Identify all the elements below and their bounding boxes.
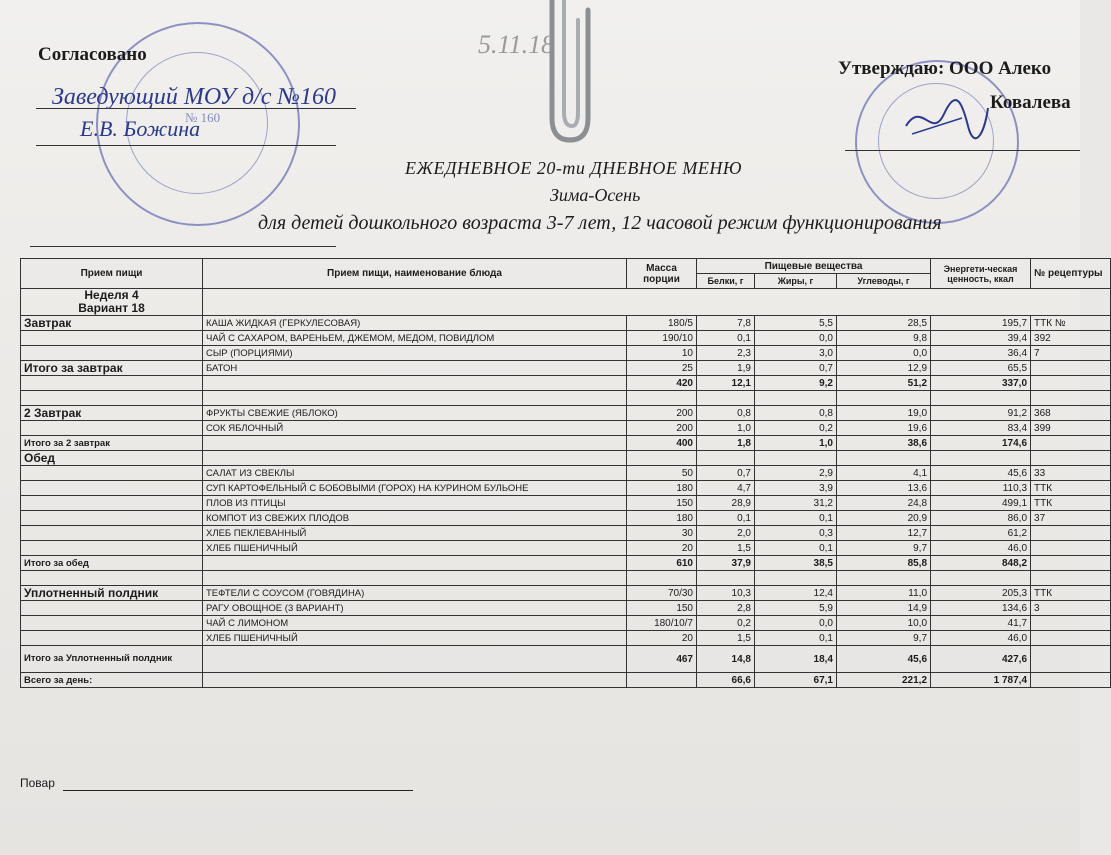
cell-fat: 2,9 <box>755 466 837 481</box>
cell-mass: 200 <box>627 421 697 436</box>
cell-protein <box>697 451 755 466</box>
cell-energy: 499,1 <box>931 496 1031 511</box>
col-header-recipe: № рецептуры <box>1031 259 1111 289</box>
cell-energy <box>931 391 1031 406</box>
cell-energy: 86,0 <box>931 511 1031 526</box>
week-variant-cell <box>21 289 203 316</box>
cell-protein: 28,9 <box>697 496 755 511</box>
cell-mass: 150 <box>627 601 697 616</box>
table-row <box>21 496 1111 511</box>
cell-recipe: ТТК <box>1031 496 1111 511</box>
col-header-protein: Белки, г <box>697 274 755 289</box>
cell-dish <box>203 571 627 586</box>
cell-mass: 20 <box>627 631 697 646</box>
cell-dish: КОМПОТ ИЗ СВЕЖИХ ПЛОДОВ <box>203 511 627 526</box>
agreed-line-2 <box>36 145 336 146</box>
table-row <box>21 361 1111 376</box>
cell-energy: 61,2 <box>931 526 1031 541</box>
cell-recipe <box>1031 571 1111 586</box>
table-row <box>21 511 1111 526</box>
cell-protein: 14,8 <box>697 646 755 673</box>
cell-meal: Уплотненный полдник <box>21 586 203 601</box>
cell-carbs: 11,0 <box>837 586 931 601</box>
cell-fat: 31,2 <box>755 496 837 511</box>
cell-dish <box>203 646 627 673</box>
cell-recipe <box>1031 673 1111 688</box>
cell-carbs: 12,9 <box>837 361 931 376</box>
cell-mass <box>627 451 697 466</box>
cell-fat: 3,9 <box>755 481 837 496</box>
cell-recipe <box>1031 436 1111 451</box>
cell-fat: 38,5 <box>755 556 837 571</box>
cell-recipe: 368 <box>1031 406 1111 421</box>
cell-recipe <box>1031 451 1111 466</box>
cell-fat: 67,1 <box>755 673 837 688</box>
cell-protein <box>697 571 755 586</box>
cell-recipe: 3 <box>1031 601 1111 616</box>
cell-fat: 5,5 <box>755 316 837 331</box>
col-header-energy: Энергети-ческая ценность, ккал <box>931 259 1031 289</box>
cell-mass <box>627 673 697 688</box>
cell-mass: 200 <box>627 406 697 421</box>
cell-meal <box>21 376 203 391</box>
cell-recipe: ТТК <box>1031 481 1111 496</box>
cell-fat: 0,0 <box>755 616 837 631</box>
cell-mass <box>627 571 697 586</box>
cell-mass: 150 <box>627 496 697 511</box>
col-header-nutrients: Пищевые вещества <box>697 259 931 274</box>
cell-fat <box>755 571 837 586</box>
cell-dish: ХЛЕБ ПШЕНИЧНЫЙ <box>203 541 627 556</box>
signature-scribble-icon <box>902 96 992 142</box>
cell-carbs: 45,6 <box>837 646 931 673</box>
cell-energy: 39,4 <box>931 331 1031 346</box>
cell-mass: 180/5 <box>627 316 697 331</box>
table-row <box>21 586 1111 601</box>
cell-mass: 10 <box>627 346 697 361</box>
table-row <box>21 376 1111 391</box>
cell-recipe <box>1031 526 1111 541</box>
table-row <box>21 466 1111 481</box>
approver-signature-scribble <box>902 96 992 150</box>
cell-dish: СОК ЯБЛОЧНЫЙ <box>203 421 627 436</box>
cell-carbs: 85,8 <box>837 556 931 571</box>
cell-meal <box>21 391 203 406</box>
cell-meal: Итого за обед <box>21 556 203 571</box>
table-row <box>21 391 1111 406</box>
table-row <box>21 631 1111 646</box>
cell-protein <box>697 391 755 406</box>
cell-fat: 3,0 <box>755 346 837 361</box>
col-header-mass: Масса порции <box>627 259 697 289</box>
cell-dish: БАТОН <box>203 361 627 376</box>
menu-title: ЕЖЕДНЕВНОЕ 20-ти ДНЕВНОЕ МЕНЮ <box>405 158 742 178</box>
cell-carbs: 0,0 <box>837 346 931 361</box>
col-header-fat: Жиры, г <box>755 274 837 289</box>
cell-mass: 467 <box>627 646 697 673</box>
cell-carbs: 19,6 <box>837 421 931 436</box>
table-row <box>21 331 1111 346</box>
cell-protein: 0,8 <box>697 406 755 421</box>
cell-energy: 83,4 <box>931 421 1031 436</box>
approve-line <box>845 150 1080 151</box>
cell-fat <box>755 451 837 466</box>
col-header-dish: Прием пищи, наименование блюда <box>203 259 627 289</box>
cell-protein: 0,2 <box>697 616 755 631</box>
table-row <box>21 556 1111 571</box>
cell-meal <box>21 601 203 616</box>
table-row <box>21 526 1111 541</box>
cell-carbs: 9,7 <box>837 631 931 646</box>
stamp-left-text: № 160 <box>185 110 221 125</box>
cell-energy: 46,0 <box>931 541 1031 556</box>
cell-dish: ФРУКТЫ СВЕЖИЕ (ЯБЛОКО) <box>203 406 627 421</box>
cell-recipe <box>1031 541 1111 556</box>
cell-mass: 180 <box>627 481 697 496</box>
cell-carbs <box>837 571 931 586</box>
cell-dish <box>203 451 627 466</box>
cell-carbs: 9,7 <box>837 541 931 556</box>
cell-meal <box>21 496 203 511</box>
cell-dish: СЫР (ПОРЦИЯМИ) <box>203 346 627 361</box>
cell-recipe: 392 <box>1031 331 1111 346</box>
cell-protein: 1,0 <box>697 421 755 436</box>
cell-dish: РАГУ ОВОЩНОЕ (3 ВАРИАНТ) <box>203 601 627 616</box>
col-header-meal: Прием пищи <box>21 259 203 289</box>
cell-mass: 50 <box>627 466 697 481</box>
cell-protein: 4,7 <box>697 481 755 496</box>
week-variant-row <box>21 289 1111 316</box>
cell-energy <box>931 451 1031 466</box>
cell-meal <box>21 466 203 481</box>
cell-recipe <box>1031 376 1111 391</box>
cell-protein: 66,6 <box>697 673 755 688</box>
cell-recipe: 33 <box>1031 466 1111 481</box>
cell-recipe <box>1031 391 1111 406</box>
cell-protein: 1,8 <box>697 436 755 451</box>
cell-energy: 91,2 <box>931 406 1031 421</box>
menu-table <box>20 258 1111 688</box>
cell-recipe <box>1031 631 1111 646</box>
cell-energy: 65,5 <box>931 361 1031 376</box>
cell-dish: ХЛЕБ ПШЕНИЧНЫЙ <box>203 631 627 646</box>
handwriting-signature: Е.В. Божина <box>80 116 201 141</box>
cell-carbs: 28,5 <box>837 316 931 331</box>
cell-energy: 205,3 <box>931 586 1031 601</box>
approve-label: Утверждаю: ООО Алеко <box>838 58 1052 79</box>
cell-dish: ХЛЕБ ПЕКЛЕВАННЫЙ <box>203 526 627 541</box>
table-row <box>21 601 1111 616</box>
cell-meal <box>21 526 203 541</box>
cell-energy: 134,6 <box>931 601 1031 616</box>
variant-label: Вариант 18 <box>78 301 145 315</box>
table-row <box>21 646 1111 673</box>
table-row <box>21 316 1111 331</box>
cell-recipe: ТТК <box>1031 586 1111 601</box>
cell-carbs: 19,0 <box>837 406 931 421</box>
cell-fat: 5,9 <box>755 601 837 616</box>
cell-meal: Итого за Уплотненный полдник <box>21 646 203 673</box>
table-row <box>21 616 1111 631</box>
cell-recipe: 399 <box>1031 421 1111 436</box>
cell-protein: 2,0 <box>697 526 755 541</box>
cell-energy: 46,0 <box>931 631 1031 646</box>
cell-recipe: 37 <box>1031 511 1111 526</box>
menu-table-body <box>21 289 1111 688</box>
cell-meal <box>21 541 203 556</box>
cell-carbs: 10,0 <box>837 616 931 631</box>
cell-dish <box>203 391 627 406</box>
cell-meal: Обед <box>21 451 203 466</box>
week-label: Неделя 4 <box>84 288 139 302</box>
cell-mass: 70/30 <box>627 586 697 601</box>
cell-meal <box>21 331 203 346</box>
cell-recipe <box>1031 616 1111 631</box>
cell-mass: 420 <box>627 376 697 391</box>
cook-signature-line <box>63 790 413 791</box>
cell-energy: 337,0 <box>931 376 1031 391</box>
cell-energy: 848,2 <box>931 556 1031 571</box>
col-header-carbs: Углеводы, г <box>837 274 931 289</box>
cell-fat <box>755 391 837 406</box>
cell-energy: 427,6 <box>931 646 1031 673</box>
cell-carbs: 12,7 <box>837 526 931 541</box>
cell-fat: 1,0 <box>755 436 837 451</box>
cell-mass: 180 <box>627 511 697 526</box>
cell-dish: КАША ЖИДКАЯ (ГЕРКУЛЕСОВАЯ) <box>203 316 627 331</box>
cell-carbs <box>837 391 931 406</box>
cell-meal: 2 Завтрак <box>21 406 203 421</box>
title-underline <box>30 246 336 247</box>
cell-mass: 610 <box>627 556 697 571</box>
cell-meal: Итого за 2 завтрак <box>21 436 203 451</box>
cell-dish: ЧАЙ С ЛИМОНОМ <box>203 616 627 631</box>
cell-dish: САЛАТ ИЗ СВЕКЛЫ <box>203 466 627 481</box>
cell-carbs: 51,2 <box>837 376 931 391</box>
cell-meal <box>21 481 203 496</box>
cell-protein: 10,3 <box>697 586 755 601</box>
cell-dish: ЧАЙ С САХАРОМ, ВАРЕНЬЕМ, ДЖЕМОМ, МЕДОМ, ПОВИДЛОМ <box>203 331 627 346</box>
cell-protein: 0,1 <box>697 511 755 526</box>
cell-protein: 37,9 <box>697 556 755 571</box>
cell-dish: ТЕФТЕЛИ С СОУСОМ (ГОВЯДИНА) <box>203 586 627 601</box>
cell-protein: 2,8 <box>697 601 755 616</box>
cell-energy: 110,3 <box>931 481 1031 496</box>
cell-recipe: 7 <box>1031 346 1111 361</box>
cell-protein: 1,9 <box>697 361 755 376</box>
cell-dish: ПЛОВ ИЗ ПТИЦЫ <box>203 496 627 511</box>
cell-protein: 0,1 <box>697 331 755 346</box>
cell-mass: 30 <box>627 526 697 541</box>
cell-protein: 12,1 <box>697 376 755 391</box>
agreed-label: Согласовано <box>38 44 147 65</box>
cell-mass: 25 <box>627 361 697 376</box>
handwriting-position: Заведующий МОУ д/с №160 <box>52 84 337 110</box>
cell-meal: Завтрак <box>21 316 203 331</box>
cell-mass: 180/10/7 <box>627 616 697 631</box>
cell-recipe: ТТК № <box>1031 316 1111 331</box>
handwriting-date: 5.11.18 <box>478 30 555 59</box>
cell-carbs: 4,1 <box>837 466 931 481</box>
table-row <box>21 406 1111 421</box>
cell-energy: 1 787,4 <box>931 673 1031 688</box>
cell-meal: Всего за день: <box>21 673 203 688</box>
cell-protein: 0,7 <box>697 466 755 481</box>
cell-meal <box>21 346 203 361</box>
cell-carbs: 221,2 <box>837 673 931 688</box>
cell-dish <box>203 436 627 451</box>
cell-fat: 0,1 <box>755 511 837 526</box>
cell-mass: 20 <box>627 541 697 556</box>
table-row <box>21 571 1111 586</box>
cell-carbs: 24,8 <box>837 496 931 511</box>
table-row <box>21 421 1111 436</box>
menu-subtitle: для детей дошкольного возраста 3-7 лет, 12 часовой режим функционирования <box>258 212 942 234</box>
cell-meal <box>21 511 203 526</box>
cell-fat: 12,4 <box>755 586 837 601</box>
cell-dish <box>203 556 627 571</box>
table-row <box>21 673 1111 688</box>
cell-protein: 2,3 <box>697 346 755 361</box>
cell-fat: 9,2 <box>755 376 837 391</box>
cell-mass <box>627 391 697 406</box>
cell-meal <box>21 616 203 631</box>
cell-fat: 0,0 <box>755 331 837 346</box>
cell-mass: 190/10 <box>627 331 697 346</box>
table-row <box>21 451 1111 466</box>
cell-meal <box>21 421 203 436</box>
cell-meal <box>21 571 203 586</box>
cell-fat: 0,2 <box>755 421 837 436</box>
cell-carbs <box>837 451 931 466</box>
cell-meal: Итого за завтрак <box>21 361 203 376</box>
cell-fat: 0,3 <box>755 526 837 541</box>
cell-fat: 0,1 <box>755 631 837 646</box>
cell-energy: 195,7 <box>931 316 1031 331</box>
cell-carbs: 38,6 <box>837 436 931 451</box>
approver-name: Ковалева <box>990 92 1071 113</box>
cell-carbs: 20,9 <box>837 511 931 526</box>
cell-protein: 1,5 <box>697 631 755 646</box>
menu-season: Зима-Осень <box>550 185 641 205</box>
cell-fat: 0,7 <box>755 361 837 376</box>
table-row <box>21 541 1111 556</box>
cell-protein: 7,8 <box>697 316 755 331</box>
cell-dish: СУП КАРТОФЕЛЬНЫЙ С БОБОВЫМИ (ГОРОХ) НА КУРИНОМ БУЛЬОНЕ <box>203 481 627 496</box>
paper-clip-icon <box>522 0 602 150</box>
cell-energy: 41,7 <box>931 616 1031 631</box>
cell-energy: 45,6 <box>931 466 1031 481</box>
cell-recipe <box>1031 646 1111 673</box>
cell-meal <box>21 631 203 646</box>
cell-fat: 18,4 <box>755 646 837 673</box>
cell-fat: 0,1 <box>755 541 837 556</box>
cell-recipe <box>1031 361 1111 376</box>
table-row <box>21 481 1111 496</box>
cell-carbs: 14,9 <box>837 601 931 616</box>
cell-energy <box>931 571 1031 586</box>
table-row <box>21 346 1111 361</box>
week-variant-filler <box>203 289 1111 316</box>
cell-protein: 1,5 <box>697 541 755 556</box>
cell-recipe <box>1031 556 1111 571</box>
cell-mass: 400 <box>627 436 697 451</box>
cell-dish <box>203 376 627 391</box>
cell-carbs: 9,8 <box>837 331 931 346</box>
cell-carbs: 13,6 <box>837 481 931 496</box>
cell-energy: 174,6 <box>931 436 1031 451</box>
cell-dish <box>203 673 627 688</box>
cell-fat: 0,8 <box>755 406 837 421</box>
cook-label: Повар <box>20 776 55 790</box>
table-row <box>21 436 1111 451</box>
cell-energy: 36,4 <box>931 346 1031 361</box>
